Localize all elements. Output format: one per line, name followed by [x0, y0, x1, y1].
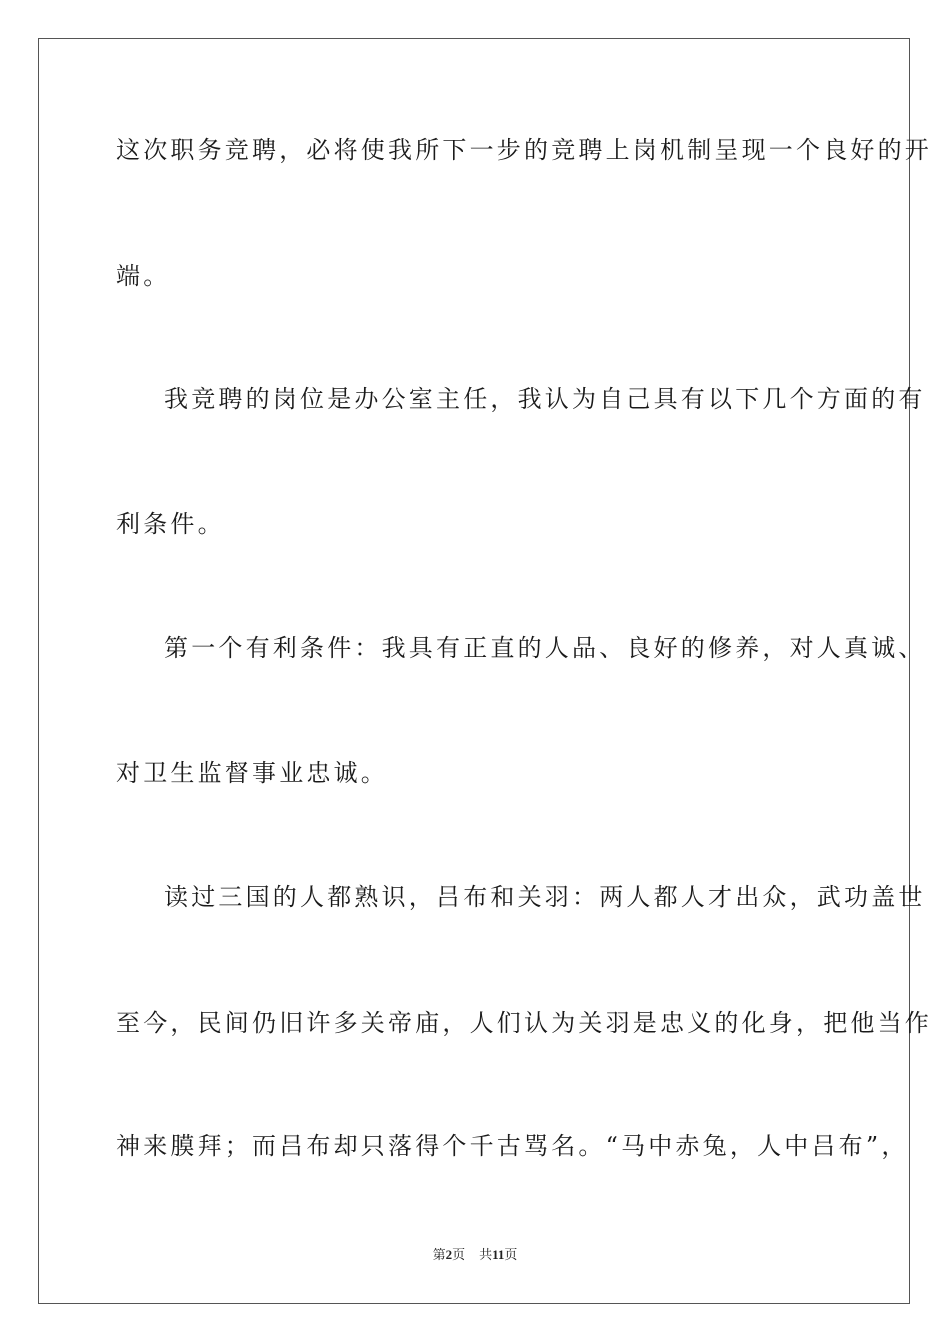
- page-suffix: 页: [452, 1248, 466, 1263]
- total-prefix: 共: [479, 1248, 493, 1263]
- text-line-2: 端。: [116, 262, 171, 290]
- page-prefix: 第: [432, 1248, 446, 1263]
- total-pages: 11: [492, 1247, 505, 1262]
- total-suffix: 页: [504, 1248, 518, 1263]
- text-line-5: 第一个有利条件：我具有正直的人品、良好的修养，对人真诚、: [164, 634, 926, 662]
- page-footer: [0, 1246, 950, 1265]
- text-line-8: 至今，民间仍旧许多关帝庙，人们认为关羽是忠义的化身，把他当作: [116, 1009, 932, 1037]
- text-line-7: 读过三国的人都熟识，吕布和关羽：两人都人才出众，武功盖世: [164, 883, 926, 911]
- text-line-3: 我竞聘的岗位是办公室主任，我认为自己具有以下几个方面的有: [164, 385, 926, 413]
- text-line-6: 对卫生监督事业忠诚。: [116, 759, 388, 787]
- text-line-4: 利条件。: [116, 510, 225, 538]
- page-border: [38, 38, 932, 1304]
- page-number: 2: [445, 1247, 453, 1262]
- text-line-9: 神来膜拜；而吕布却只落得个千古骂名。“马中赤兔，人中吕布”，: [116, 1132, 909, 1160]
- text-line-1: 这次职务竞聘，必将使我所下一步的竞聘上岗机制呈现一个良好的开: [116, 136, 932, 164]
